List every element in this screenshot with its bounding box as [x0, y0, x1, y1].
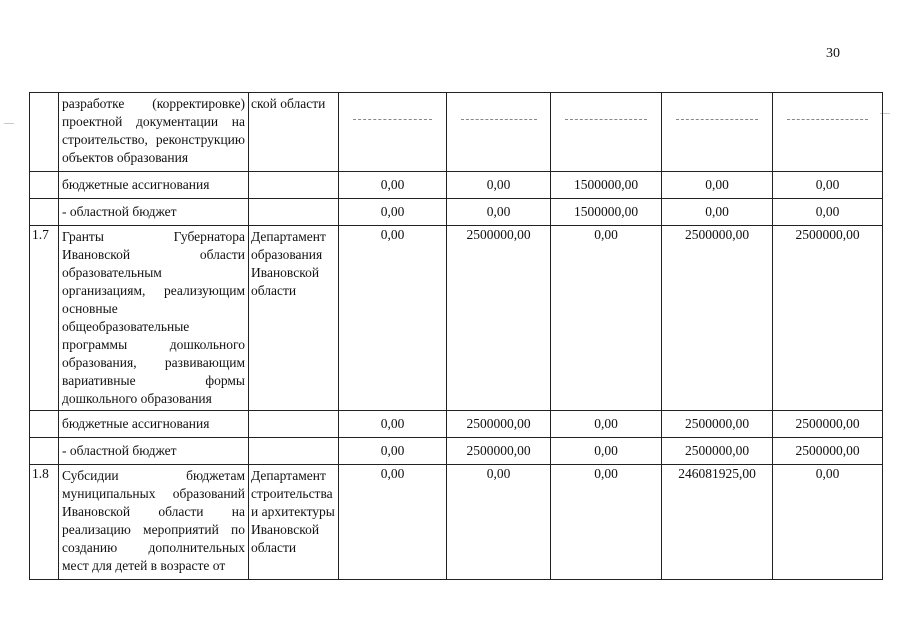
table-row — [30, 199, 883, 226]
row-number — [30, 438, 59, 465]
value-cell: 0,00 — [339, 465, 447, 580]
value-cell: 0,00 — [447, 172, 551, 199]
table-row — [30, 411, 883, 438]
scan-mark-left: — — [4, 118, 14, 129]
row-department: Департамент образования Ивановской области — [249, 226, 339, 411]
value-cell: 1500000,00 — [551, 199, 662, 226]
row-number — [30, 172, 59, 199]
value-cell: 0,00 — [339, 172, 447, 199]
value-cell — [447, 93, 551, 172]
page-number: 30 — [826, 46, 840, 61]
row-number — [30, 411, 59, 438]
value-cell: 2500000,00 — [447, 438, 551, 465]
value-cell: 2500000,00 — [662, 226, 773, 411]
row-department — [249, 411, 339, 438]
table-row — [30, 465, 883, 580]
value-cell — [339, 93, 447, 172]
row-number — [30, 199, 59, 226]
table-row — [30, 438, 883, 465]
row-name: бюджетные ассигнования — [59, 172, 249, 199]
row-name: - областной бюджет — [59, 438, 249, 465]
value-cell: 0,00 — [773, 465, 883, 580]
row-name: бюджетные ассигнования — [59, 411, 249, 438]
table-row — [30, 93, 883, 172]
value-cell: 0,00 — [773, 172, 883, 199]
value-cell: 2500000,00 — [773, 226, 883, 411]
row-number — [30, 93, 59, 172]
row-name: Гранты Губернатора Ивановской области образовательным организациям, реализующим основные общеобразовательные программы дошкольного образования, развивающим вариативные формы дошкольного образования — [59, 226, 249, 411]
table-row — [30, 226, 883, 411]
row-number: 1.7 — [30, 226, 59, 411]
row-number: 1.8 — [30, 465, 59, 580]
value-cell: 0,00 — [339, 226, 447, 411]
value-cell: 0,00 — [339, 199, 447, 226]
value-cell — [773, 93, 883, 172]
value-cell: 2500000,00 — [773, 438, 883, 465]
row-department: Департамент строительства и архитектуры Ивановской области — [249, 465, 339, 580]
value-cell: 2500000,00 — [773, 411, 883, 438]
value-cell: 0,00 — [551, 465, 662, 580]
row-name: - областной бюджет — [59, 199, 249, 226]
row-department: ской области — [249, 93, 339, 172]
value-cell: 0,00 — [339, 438, 447, 465]
value-cell: 0,00 — [551, 411, 662, 438]
row-name: разработке (корректировке) проектной документации на строительство, реконструкцию объектов образования — [59, 93, 249, 172]
value-cell: 2500000,00 — [447, 411, 551, 438]
value-cell: 0,00 — [447, 199, 551, 226]
value-cell: 0,00 — [339, 411, 447, 438]
value-cell: 0,00 — [551, 438, 662, 465]
scan-mark-right: — — [880, 108, 890, 119]
value-cell: 1500000,00 — [551, 172, 662, 199]
row-name: Субсидии бюджетам муниципальных образований Ивановской области на реализацию мероприятий по созданию дополнительных мест для детей в возрасте от — [59, 465, 249, 580]
row-department — [249, 172, 339, 199]
value-cell: 0,00 — [773, 199, 883, 226]
value-cell — [551, 93, 662, 172]
row-department — [249, 438, 339, 465]
value-cell: 2500000,00 — [662, 411, 773, 438]
budget-table — [29, 92, 883, 580]
value-cell: 2500000,00 — [447, 226, 551, 411]
table-row — [30, 172, 883, 199]
value-cell — [662, 93, 773, 172]
value-cell: 0,00 — [551, 226, 662, 411]
row-department — [249, 199, 339, 226]
value-cell: 0,00 — [662, 199, 773, 226]
value-cell: 246081925,00 — [662, 465, 773, 580]
value-cell: 2500000,00 — [662, 438, 773, 465]
value-cell: 0,00 — [447, 465, 551, 580]
value-cell: 0,00 — [662, 172, 773, 199]
